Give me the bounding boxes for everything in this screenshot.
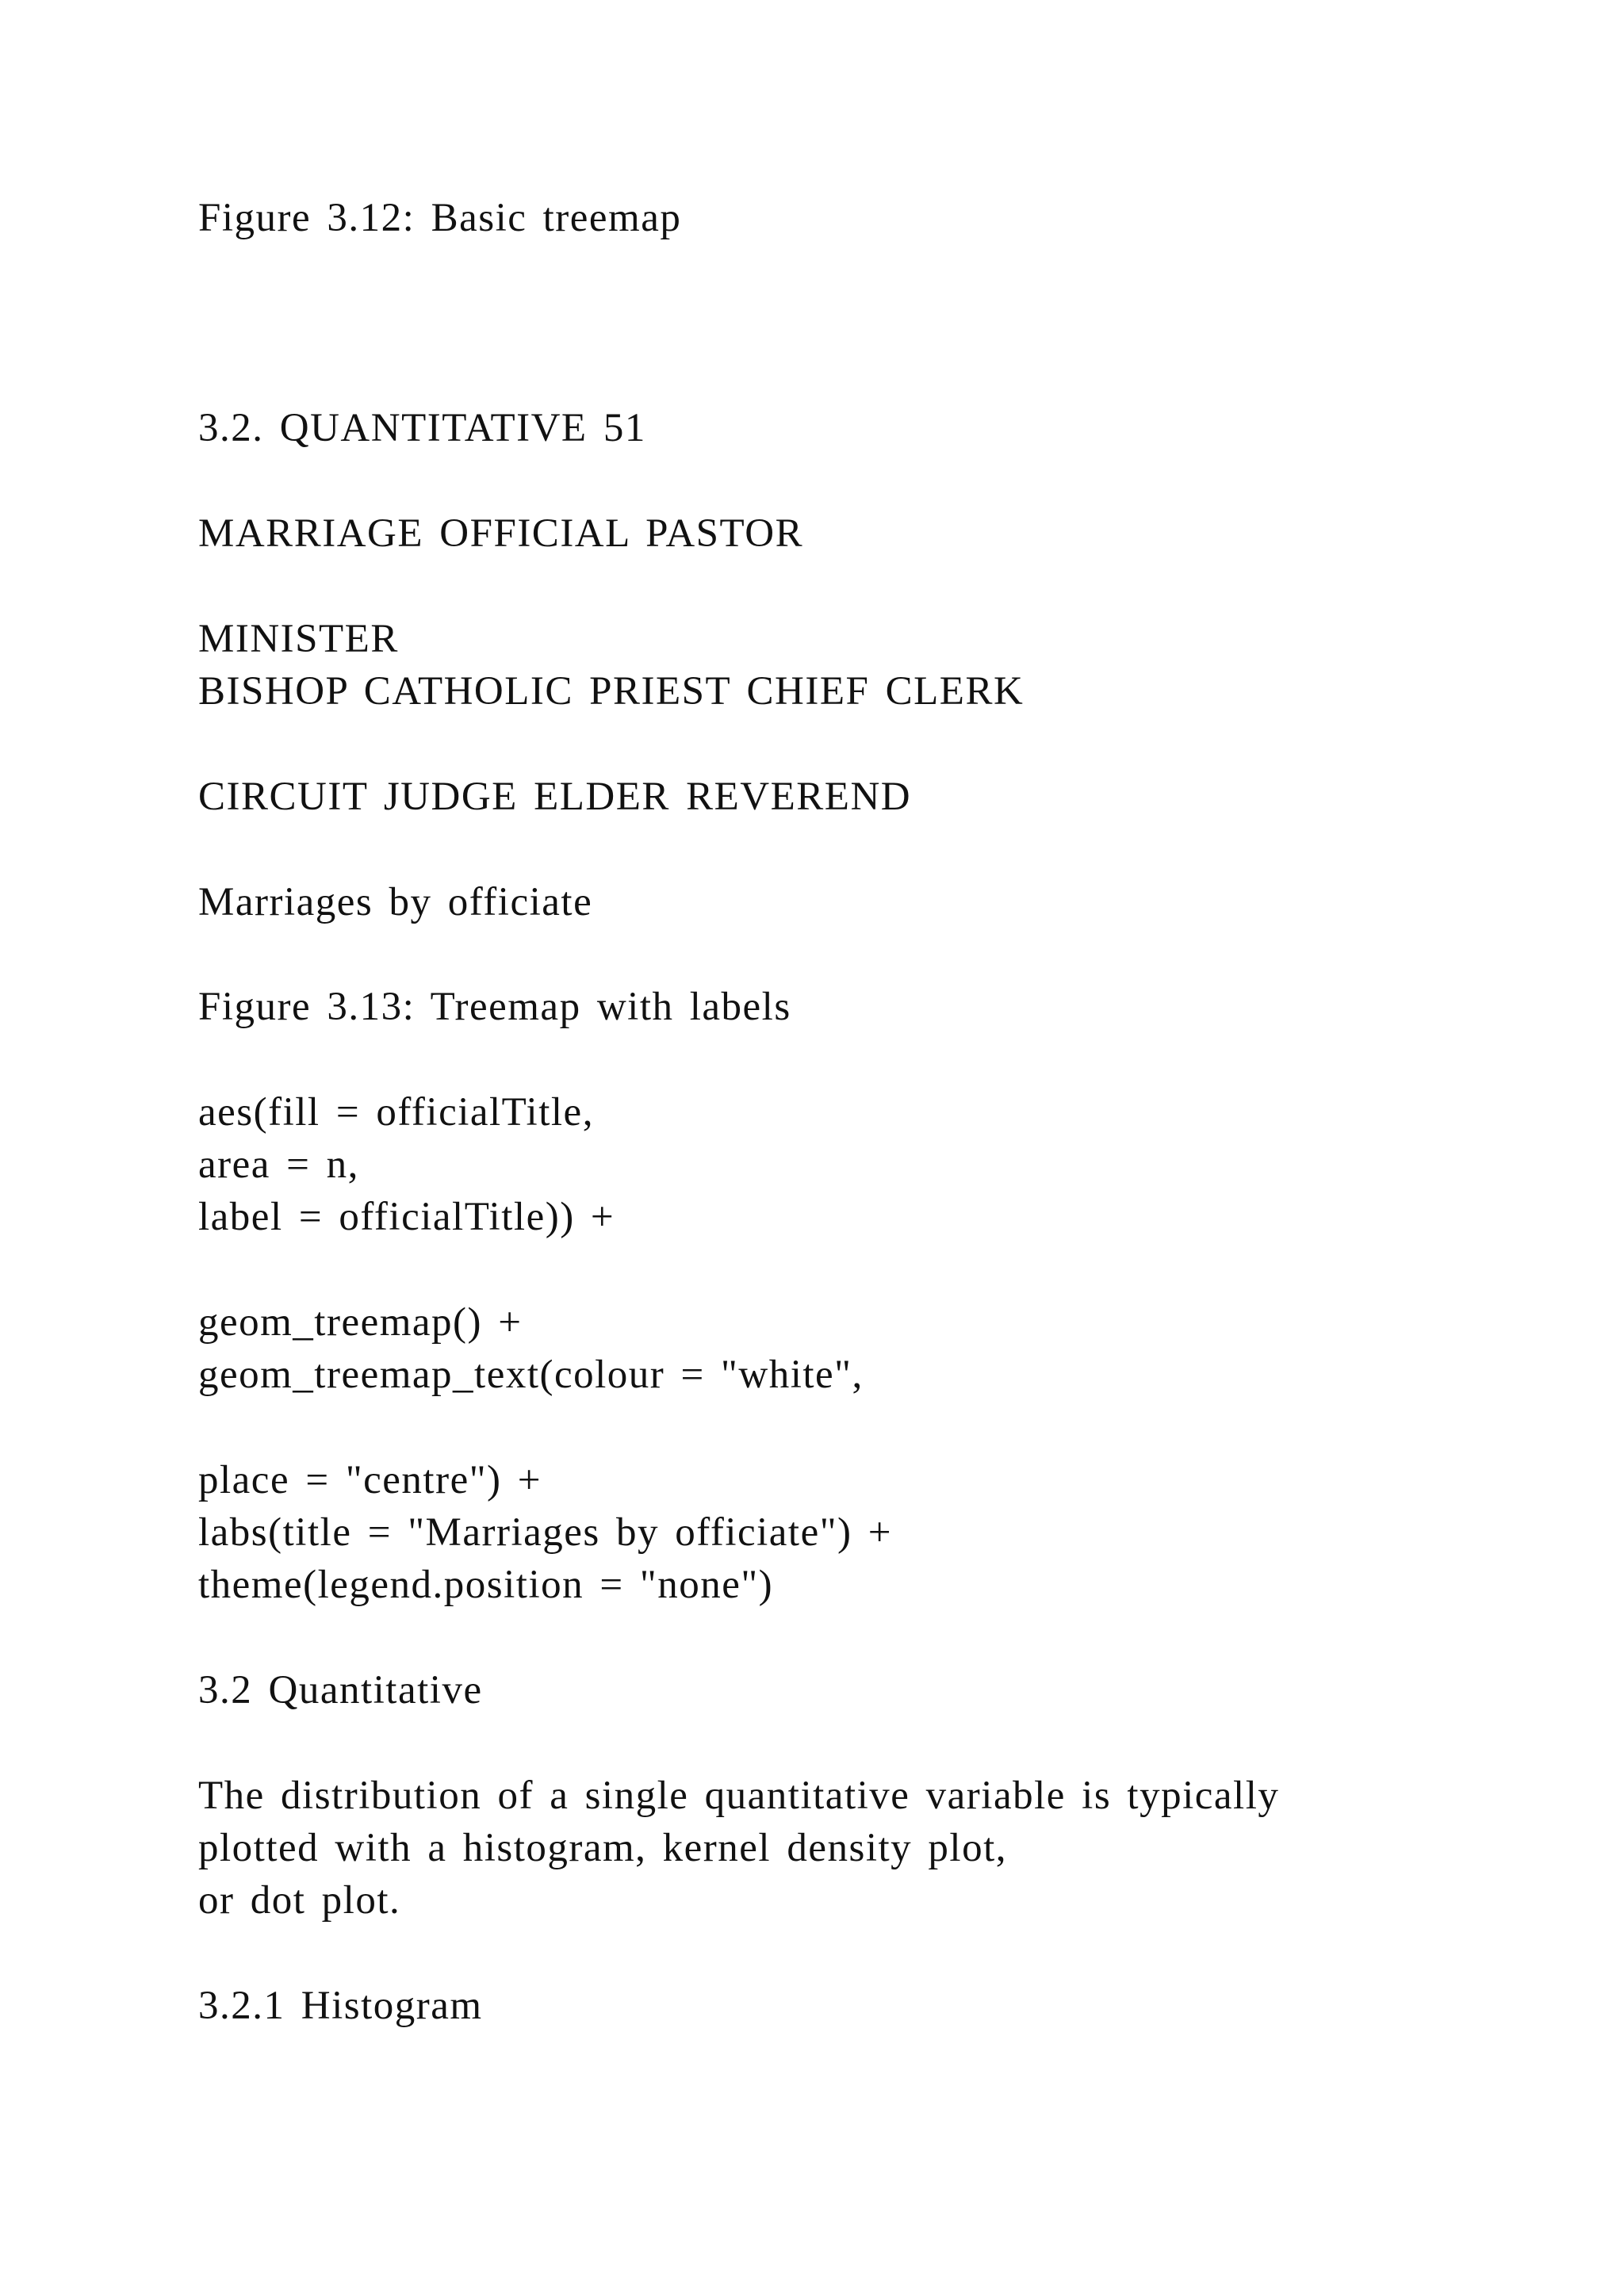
paragraph-line: plotted with a histogram, kernel density plot, xyxy=(198,1826,1008,1870)
treemap-label-line: BISHOP CATHOLIC PRIEST CHIEF CLERK xyxy=(198,669,1025,714)
code-line: geom_treemap_text(colour = "white", xyxy=(198,1353,864,1397)
paragraph-line: or dot plot. xyxy=(198,1878,401,1923)
running-header: 3.2. QUANTITATIVE 51 xyxy=(198,406,646,450)
figure-3-12-caption: Figure 3.12: Basic treemap xyxy=(198,196,682,240)
code-line: label = officialTitle)) + xyxy=(198,1195,615,1239)
subsection-heading: 3.2.1 Histogram xyxy=(198,1984,483,2028)
code-line: aes(fill = officialTitle, xyxy=(198,1090,594,1135)
paragraph-line: The distribution of a single quantitative variable is typically xyxy=(198,1774,1280,1818)
treemap-label-line: MINISTER xyxy=(198,617,399,661)
figure-3-13-caption: Figure 3.13: Treemap with labels xyxy=(198,985,791,1029)
code-line: geom_treemap() + xyxy=(198,1300,523,1345)
section-heading: 3.2 Quantitative xyxy=(198,1668,483,1712)
code-line: place = "centre") + xyxy=(198,1458,542,1502)
code-line: labs(title = "Marriages by officiate") + xyxy=(198,1510,893,1555)
treemap-label-line: CIRCUIT JUDGE ELDER REVEREND xyxy=(198,775,912,819)
treemap-title: Marriages by officiate xyxy=(198,880,593,924)
code-line: area = n, xyxy=(198,1142,359,1187)
code-line: theme(legend.position = "none") xyxy=(198,1563,774,1607)
treemap-label-line: MARRIAGE OFFICIAL PASTOR xyxy=(198,511,804,556)
